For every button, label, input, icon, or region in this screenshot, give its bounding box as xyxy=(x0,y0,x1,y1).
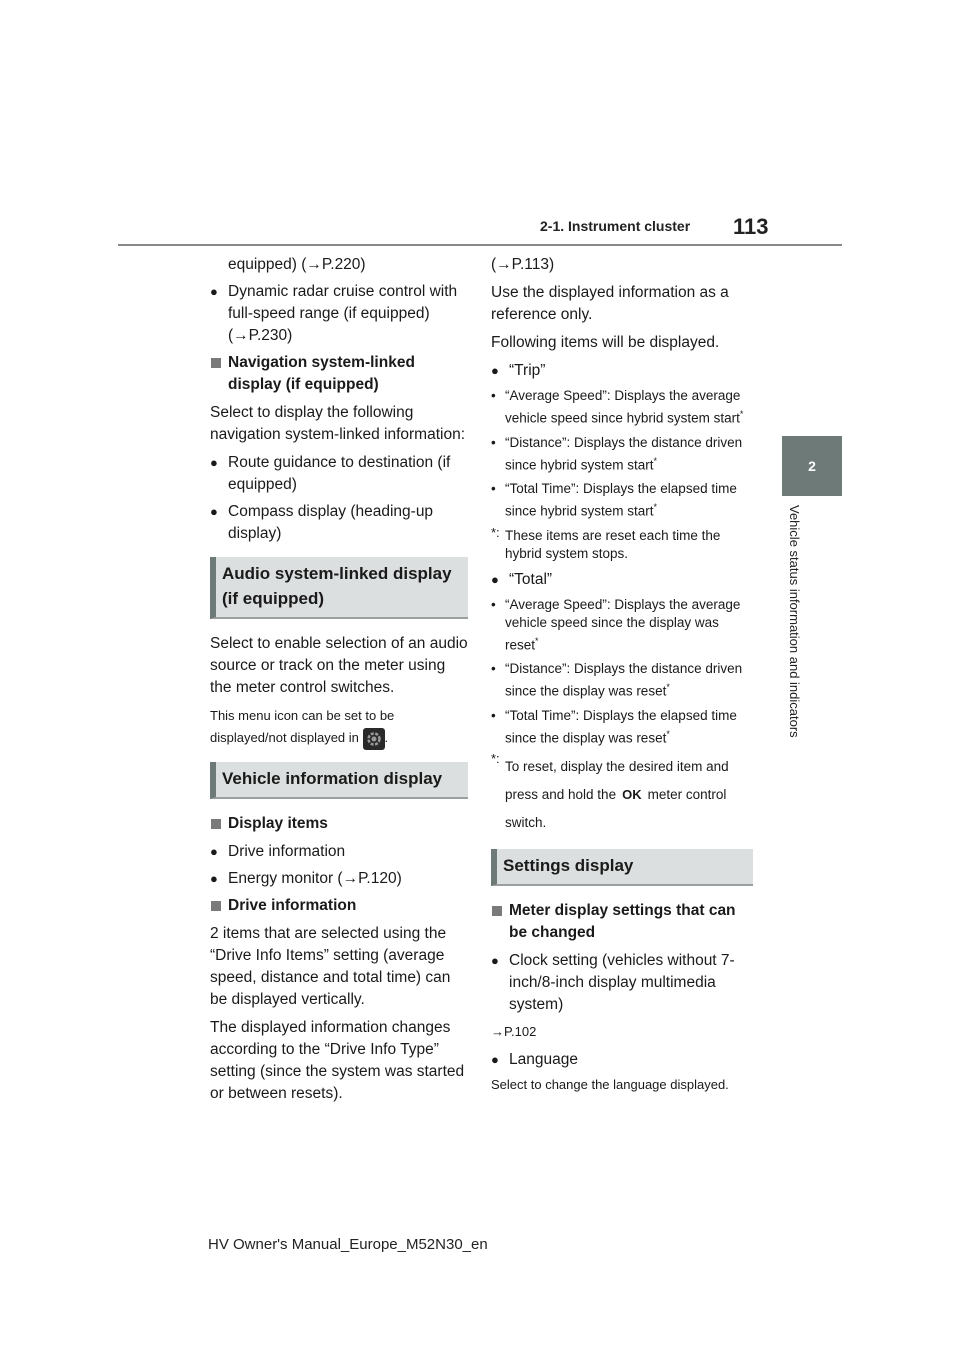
chapter-tab xyxy=(782,436,842,496)
bullet-continued: equipped) (→P.220) xyxy=(228,256,366,273)
heading-drive-information: Drive information xyxy=(210,895,468,917)
menu-icon-note-a: This menu icon can be set to be displayed/not displayed in xyxy=(210,708,395,745)
trip-total-time: • “Total Time”: Displays the elapsed time since hybrid system start* xyxy=(491,480,753,521)
bullet-radar-cruise: ● Dynamic radar cruise control with full-speed range (if equipped) (→P.230) xyxy=(210,281,468,347)
bullet-energy-monitor: ● Energy monitor (→P.120) xyxy=(210,868,468,890)
chapter-title-vertical xyxy=(788,505,808,795)
bullet-trip: ● “Trip” xyxy=(491,360,753,382)
page-number: 113 xyxy=(733,214,769,239)
total-distance: • “Distance”: Displays the distance driven since the display was reset* xyxy=(491,660,753,701)
navigation-text: Select to display the following navigation system-linked information: xyxy=(210,404,466,443)
use-reference-text: Use the displayed information as a reference only. xyxy=(491,284,729,323)
trip-distance: • “Distance”: Displays the distance driven since hybrid system start* xyxy=(491,434,753,475)
bullet-route-guidance: ● Route guidance to destination (if equipped) xyxy=(210,452,468,496)
footer-manual-id: HV Owner's Manual_Europe_M52N30_en xyxy=(208,1236,488,1253)
total-total-time: • “Total Time”: Displays the elapsed time since the display was reset* xyxy=(491,707,753,748)
trip-average-speed: • “Average Speed”: Displays the average vehicle speed since hybrid system start* xyxy=(491,387,753,428)
language-text: Select to change the language displayed. xyxy=(491,1077,729,1092)
left-column xyxy=(210,254,468,1111)
drive-text-2: The displayed information changes according to the “Drive Info Type” setting (since the system was started or between resets). xyxy=(210,1018,465,1102)
menu-icon-note xyxy=(210,705,468,750)
clock-page-reference: →P.102 xyxy=(491,1024,537,1039)
bullet-language: ● Language xyxy=(491,1049,753,1071)
heading-display-items: Display items xyxy=(210,813,468,835)
reset-footnote: *: To reset, display the desired item and press and hold the OK meter control switch. xyxy=(491,753,753,837)
trip-footnote: *: These items are reset each time the hybrid system stops. xyxy=(491,524,721,561)
ok-button-icon: OK xyxy=(622,787,642,802)
section-box-audio: Audio system-linked display (if equipped) xyxy=(210,557,468,619)
running-header-section: 2-1. Instrument cluster xyxy=(540,218,691,234)
total-average-speed: • “Average Speed”: Displays the average vehicle speed since the display was reset* xyxy=(491,596,753,655)
heading-navigation: Navigation system-linked display (if equipped) xyxy=(210,352,468,396)
right-column xyxy=(491,254,753,1100)
section-box-vehicle-info: Vehicle information display xyxy=(210,762,468,799)
footnote-mark-2: *: xyxy=(491,751,500,766)
following-items-text: Following items will be displayed. xyxy=(491,334,720,351)
heading-meter-settings: Meter display settings that can be changed xyxy=(491,900,753,944)
bullet-clock-setting: ● Clock setting (vehicles without 7-inch/8-inch display multimedia system) xyxy=(491,950,753,1016)
header-rule xyxy=(118,244,842,246)
section-box-settings: Settings display xyxy=(491,849,753,886)
footnote-mark: *: xyxy=(491,524,500,540)
chapter-number: 2 xyxy=(808,458,816,474)
audio-text: Select to enable selection of an audio source or track on the meter using the meter control switches. xyxy=(210,635,468,696)
gear-icon xyxy=(363,728,385,750)
bullet-drive-information: ● Drive information xyxy=(210,841,468,863)
menu-icon-note-b: . xyxy=(384,730,389,745)
chapter-title: Vehicle status information and indicators xyxy=(787,505,802,738)
bullet-compass: ● Compass display (heading-up display) xyxy=(210,501,468,545)
page-reference: (→P.113) xyxy=(491,256,555,273)
bullet-total: ● “Total” xyxy=(491,569,753,591)
drive-text-1: 2 items that are selected using the “Drive Info Items” setting (average speed, distance and total time) can be displayed vertically. xyxy=(210,924,451,1008)
